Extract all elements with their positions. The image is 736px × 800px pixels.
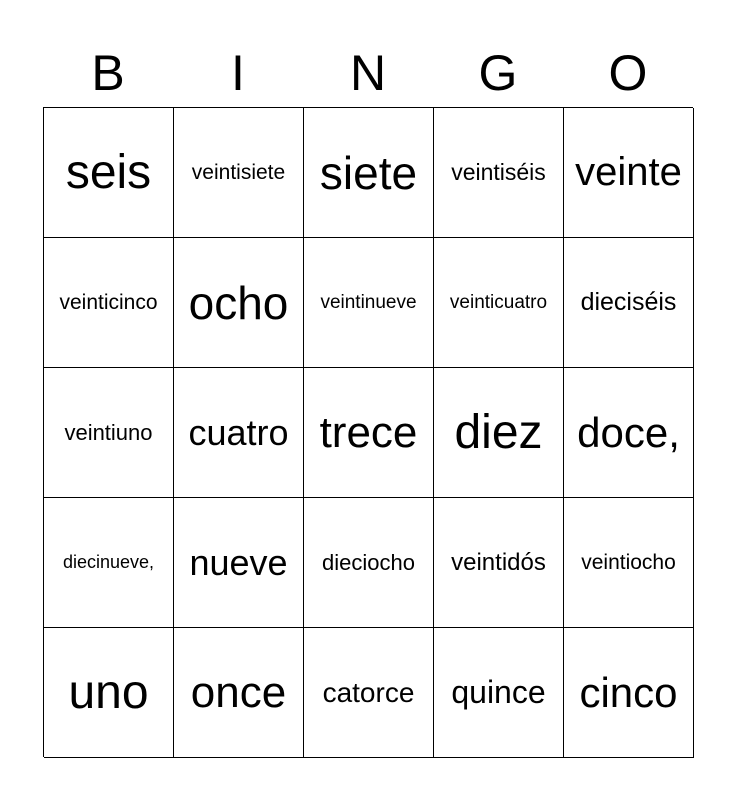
bingo-cell[interactable]: siete (304, 108, 434, 238)
bingo-cell[interactable]: uno (44, 628, 174, 758)
header-letter-n: N (349, 45, 387, 101)
header-letter-b: B (91, 45, 125, 101)
bingo-cell[interactable]: cuatro (174, 368, 304, 498)
bingo-cell[interactable]: veinticuatro (434, 238, 564, 368)
bingo-grid (43, 107, 693, 757)
bingo-header (43, 40, 693, 106)
bingo-cell[interactable]: veintidós (434, 498, 564, 628)
bingo-cell[interactable]: dieciocho (304, 498, 434, 628)
bingo-cell[interactable]: veintinueve (304, 238, 434, 368)
bingo-cell[interactable]: nueve (174, 498, 304, 628)
bingo-cell[interactable]: ocho (174, 238, 304, 368)
bingo-cell[interactable]: dieciséis (564, 238, 694, 368)
bingo-cell[interactable]: doce, (564, 368, 694, 498)
header-letter-g: G (478, 45, 518, 101)
bingo-cell[interactable]: catorce (304, 628, 434, 758)
bingo-cell[interactable]: diez (434, 368, 564, 498)
header-letter-o: O (608, 45, 648, 101)
bingo-cell[interactable]: diecinueve, (44, 498, 174, 628)
bingo-cell[interactable]: trece (304, 368, 434, 498)
bingo-cell[interactable]: veinte (564, 108, 694, 238)
bingo-cell[interactable]: once (174, 628, 304, 758)
bingo-cell[interactable]: cinco (564, 628, 694, 758)
bingo-cell[interactable]: quince (434, 628, 564, 758)
bingo-cell[interactable]: seis (44, 108, 174, 238)
bingo-cell[interactable]: veinticinco (44, 238, 174, 368)
bingo-cell[interactable]: veintiséis (434, 108, 564, 238)
bingo-cell[interactable]: veintisiete (174, 108, 304, 238)
bingo-cell[interactable]: veintiocho (564, 498, 694, 628)
bingo-cell[interactable]: veintiuno (44, 368, 174, 498)
header-letter-i: I (231, 45, 245, 101)
